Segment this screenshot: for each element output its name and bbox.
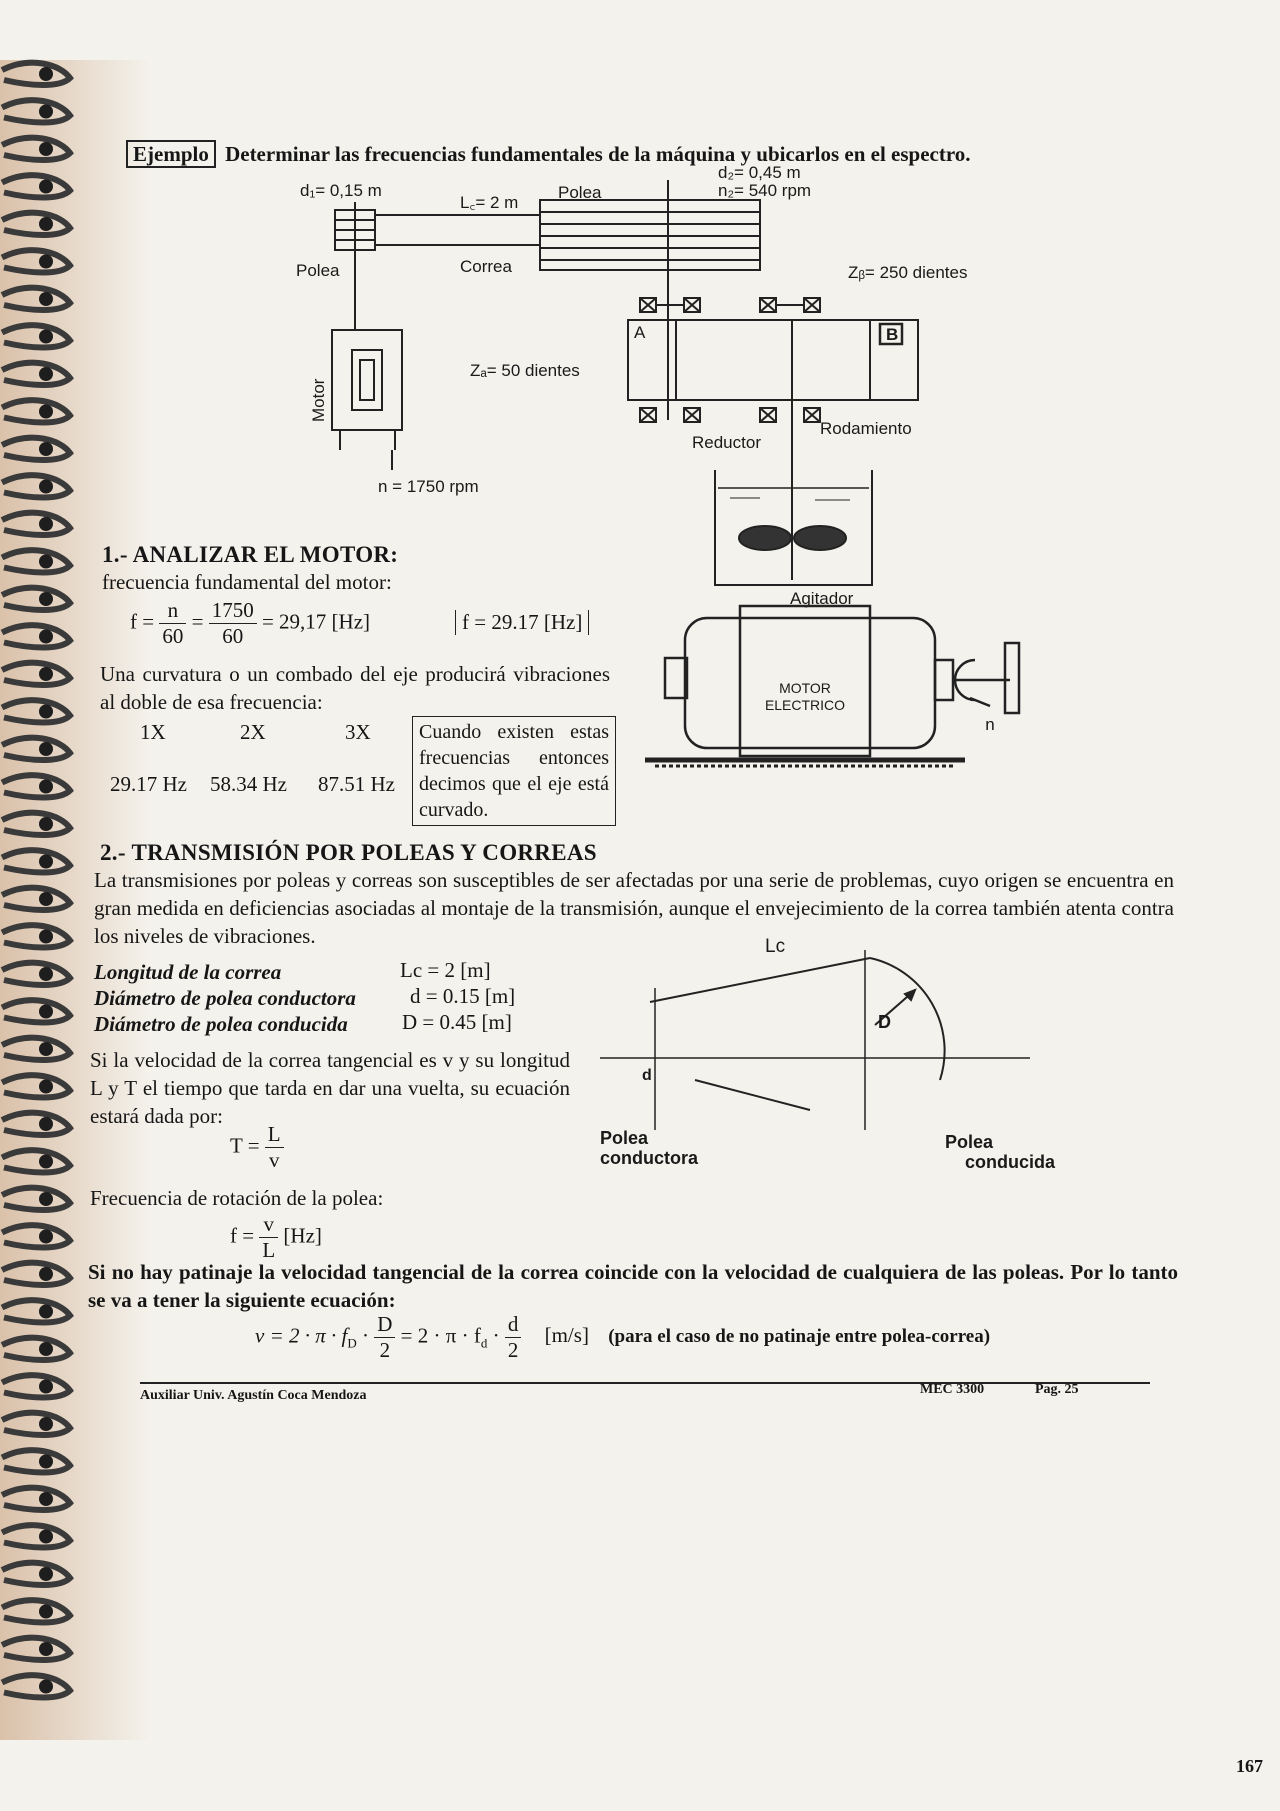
binding-hole — [39, 180, 53, 194]
eq-1750-den: 60 — [222, 624, 244, 648]
binding-hole — [39, 1530, 53, 1544]
binding-hole — [39, 1342, 53, 1356]
v-eq-sub2: d — [480, 1335, 488, 1351]
binding-hole — [39, 330, 53, 344]
section2-intro: La transmisiones por poleas y correas son susceptibles de ser afectadas por una serie de problemas, cuyo origen se encuentra en gran medida en deficiencias asociadas al montaje de la transmisión, aunque el envejecimiento de la correa también atenta contra los niveles de vibraciones. — [94, 868, 1174, 948]
velocity-text: Si la velocidad de la correa tangencial es v y su longitud L y T el tiempo que tarda en dar una vuelta, su ecuación estará dada por: — [90, 1048, 570, 1128]
agitador-label: Agitador — [790, 589, 854, 608]
n2-label: n₂= 540 rpm — [718, 181, 812, 200]
binding-hole — [39, 1417, 53, 1431]
binding-hole — [39, 1230, 53, 1244]
v-note: (para el caso de no patinaje entre polea-correa) — [608, 1326, 991, 1348]
binding-hole — [39, 105, 53, 119]
binding-hole — [39, 1117, 53, 1131]
v-eq-part2: = 2 · π · f — [400, 1323, 481, 1348]
example-header — [126, 142, 971, 167]
param-name-0: Longitud de la correa — [94, 960, 282, 984]
lc-label: L꜀= 2 m — [460, 193, 519, 212]
section1-title: 1.- ANALIZAR EL MOTOR: — [102, 542, 399, 567]
pulley-frequency-equation — [230, 1212, 322, 1263]
v-eq-frac2-den: 2 — [507, 1338, 519, 1362]
binding-hole — [39, 780, 53, 794]
fig-conductora-1: Polea — [600, 1128, 649, 1148]
harmonic-2x-label: 2X — [240, 720, 266, 744]
footer-page: Pag. 25 — [1035, 1382, 1079, 1397]
d2-label: d₂= 0,45 m — [718, 163, 801, 182]
freq-den: L — [262, 1238, 276, 1262]
binding-hole — [39, 217, 53, 231]
eq-f: f = — [130, 609, 155, 634]
binding-hole — [39, 667, 53, 681]
binding-hole — [39, 1492, 53, 1506]
polea-left-label: Polea — [296, 261, 340, 280]
binding-hole — [39, 892, 53, 906]
binding-hole — [39, 67, 53, 81]
footer-rule — [140, 1382, 1150, 1384]
belt-lower-line — [695, 1080, 810, 1110]
box-a-label: A — [634, 323, 646, 342]
binding-hole — [39, 142, 53, 156]
binding-hole — [39, 255, 53, 269]
eq-n-den: 60 — [162, 624, 184, 648]
freq-unit: [Hz] — [283, 1223, 322, 1248]
binding-hole — [39, 405, 53, 419]
fig-conducida-2: conducida — [965, 1152, 1056, 1172]
binding-hole — [39, 967, 53, 981]
example-tag: Ejemplo — [126, 140, 216, 168]
binding-hole — [39, 1155, 53, 1169]
binding-hole — [39, 817, 53, 831]
eq-result: = 29,17 [Hz] — [261, 609, 371, 634]
binding-hole — [39, 1680, 53, 1694]
zb-label: Zᵦ= 250 dientes — [848, 263, 968, 282]
v-eq-frac2-num: d — [505, 1312, 522, 1338]
reducer-box — [628, 320, 918, 400]
eq-1750-num: 1750 — [209, 598, 257, 624]
binding-hole — [39, 292, 53, 306]
harmonic-1x-value: 29.17 Hz — [110, 772, 187, 796]
binding-hole — [39, 1305, 53, 1319]
fig-d-lower-label: d — [642, 1067, 652, 1084]
motor-n-label: n — [985, 715, 995, 734]
velocity-equation — [255, 1312, 990, 1363]
harmonic-3x-value: 87.51 Hz — [318, 772, 395, 796]
freq-lhs: f = — [230, 1223, 255, 1248]
binding-hole — [39, 705, 53, 719]
param-value-2: D = 0.45 [m] — [402, 1010, 512, 1034]
fig-conductora-2: conductora — [600, 1148, 699, 1168]
binding-hole — [39, 1005, 53, 1019]
binding-hole — [39, 630, 53, 644]
motor-body — [332, 330, 402, 430]
binding-hole — [39, 1267, 53, 1281]
motor-label-2: ELECTRICO — [764, 697, 846, 713]
harmonic-1x-label: 1X — [140, 720, 166, 744]
page-stamp: 167 — [1236, 1756, 1263, 1776]
binding-hole — [39, 1642, 53, 1656]
section2-title: 2.- TRANSMISIÓN POR POLEAS Y CORREAS — [100, 840, 597, 865]
rodamiento-label: Rodamiento — [820, 419, 912, 438]
fig-conducida-1: Polea — [945, 1132, 994, 1152]
electric-motor-figure — [645, 598, 1065, 778]
binding-hole — [39, 1380, 53, 1394]
d1-label: d₁= 0,15 m — [300, 181, 382, 200]
binding-hole — [39, 442, 53, 456]
v-unit: [m/s] — [544, 1323, 589, 1348]
reductor-label: Reductor — [692, 433, 761, 452]
document-page — [88, 120, 1190, 1800]
param-value-1: d = 0.15 [m] — [410, 984, 516, 1008]
v-eq-frac1-num: D — [374, 1312, 395, 1338]
binding-hole — [39, 1455, 53, 1469]
v-eq-sub1: D — [347, 1335, 357, 1351]
freq-text: Frecuencia de rotación de la polea: — [90, 1186, 384, 1210]
motor-frequency-equation — [130, 598, 370, 649]
section1-subtitle: frecuencia fundamental del motor: — [102, 570, 392, 594]
freq-num: v — [259, 1212, 278, 1238]
correa-label: Correa — [460, 257, 512, 276]
period-lhs: T = — [230, 1133, 260, 1158]
period-equation — [230, 1122, 284, 1173]
box-b-label: B — [886, 325, 899, 344]
binding-hole — [39, 1080, 53, 1094]
eq-boxed-result: f = 29.17 [Hz] — [455, 610, 589, 635]
binding-hole — [39, 1567, 53, 1581]
binding-hole — [39, 1042, 53, 1056]
v-eq-frac1-den: 2 — [379, 1338, 391, 1362]
eq-equals: = — [191, 609, 204, 634]
v-eq-mid: · — [362, 1323, 369, 1348]
binding-hole — [39, 555, 53, 569]
v-eq-mid2: · — [492, 1323, 500, 1348]
v-eq-part1: v = 2 · π · f — [255, 1323, 348, 1348]
noslip-text: Si no hay patinaje la velocidad tangencial de la correa coincide con la velocidad de cualquiera de las poleas. Por lo tanto se va a tener la siguiente ecuación: — [88, 1260, 1178, 1312]
za-label: Zₐ= 50 dientes — [470, 361, 580, 380]
binding-hole — [39, 1605, 53, 1619]
binding-hole — [39, 855, 53, 869]
eq-n-num: n — [159, 598, 186, 624]
binding-hole — [39, 480, 53, 494]
belt-pulley-figure — [600, 936, 1060, 1172]
footer-course: MEC 3300 — [920, 1382, 985, 1397]
param-name-1: Diámetro de polea conductora — [94, 986, 356, 1010]
binding-hole — [39, 1192, 53, 1206]
binding-hole — [39, 742, 53, 756]
fig-d-upper-label: D — [878, 1012, 891, 1032]
harmonic-2x-value: 58.34 Hz — [210, 772, 287, 796]
binding-hole — [39, 517, 53, 531]
param-value-0: Lc = 2 [m] — [400, 958, 491, 982]
period-num: L — [265, 1122, 284, 1148]
binding-hole — [39, 592, 53, 606]
n-label: n = 1750 rpm — [378, 477, 479, 496]
footer-author: Auxiliar Univ. Agustín Coca Mendoza — [140, 1388, 367, 1403]
binding-hole — [39, 930, 53, 944]
param-name-2: Diámetro de polea conducida — [94, 1012, 348, 1036]
harmonic-3x-label: 3X — [345, 720, 371, 744]
curvature-text: Una curvatura o un combado del eje producirá vibraciones al doble de esa frecuencia: — [100, 662, 610, 714]
motor-label-1: MOTOR — [779, 680, 831, 696]
agitator-blade-left — [739, 526, 791, 550]
period-den: v — [268, 1148, 280, 1172]
agitator-blade-right — [794, 526, 846, 550]
example-statement: Determinar las frecuencias fundamentales de la máquina y ubicarlos en el espectro. — [225, 142, 971, 166]
fig-lc-label: Lc — [765, 936, 786, 957]
curvature-note: Cuando existen estas frecuencias entonces decimos que el eje está curvado. — [412, 716, 616, 826]
motor-label: Motor — [309, 378, 328, 422]
polea-top-label: Polea — [558, 183, 602, 202]
belt-upper-line — [650, 958, 870, 1002]
binding-hole — [39, 367, 53, 381]
